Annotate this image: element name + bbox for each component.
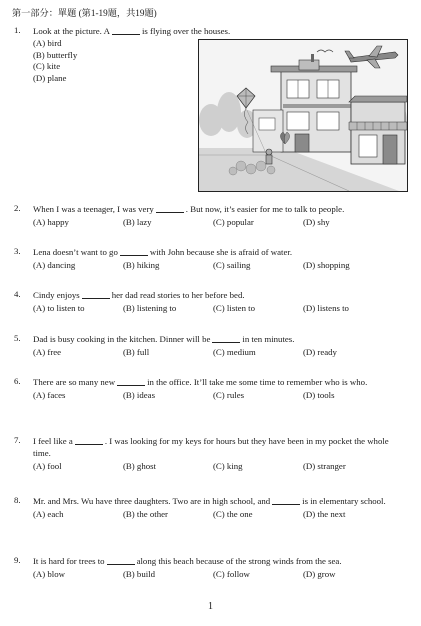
question-number: 7. bbox=[14, 435, 21, 445]
question-stem: Dad is busy cooking in the kitchen. Dinner will be in ten minutes. bbox=[33, 334, 295, 344]
option-b[interactable]: (B) ghost bbox=[123, 460, 156, 471]
option-b[interactable]: (B) listening to bbox=[123, 302, 177, 313]
page-number: 1 bbox=[208, 601, 213, 612]
option-d[interactable]: (D) shy bbox=[303, 216, 330, 227]
question-number: 5. bbox=[14, 333, 21, 343]
option-c[interactable]: (C) king bbox=[213, 460, 243, 471]
question-stem: It is hard for trees to along this beach because of the strong winds from the sea. bbox=[33, 556, 342, 566]
option-c[interactable]: (C) kite bbox=[33, 61, 61, 72]
answer-blank bbox=[212, 333, 240, 343]
answer-options bbox=[33, 303, 405, 315]
option-d[interactable]: (D) listens to bbox=[303, 302, 349, 313]
question-illustration bbox=[198, 39, 408, 192]
answer-options bbox=[33, 390, 405, 402]
section-header: 第一部分：單題 (第1-19題，共19題) bbox=[12, 8, 157, 18]
option-b[interactable]: (B) the other bbox=[123, 508, 168, 519]
question-number: 1. bbox=[14, 25, 21, 35]
answer-options bbox=[33, 260, 405, 272]
option-a[interactable]: (A) blow bbox=[33, 568, 66, 579]
option-c[interactable]: (C) medium bbox=[213, 346, 256, 357]
option-d[interactable]: (D) grow bbox=[303, 568, 336, 579]
question-stem: Mr. and Mrs. Wu have three daughters. Two are in high school, and is in elementary school. bbox=[33, 496, 386, 506]
option-c[interactable]: (C) the one bbox=[213, 508, 253, 519]
question-number: 4. bbox=[14, 289, 21, 299]
option-a[interactable]: (A) happy bbox=[33, 216, 69, 227]
question-stem: When I was a teenager, I was very . But now, it’s easier for me to talk to people. bbox=[33, 204, 345, 214]
option-a[interactable]: (A) to listen to bbox=[33, 302, 85, 313]
option-c[interactable]: (C) sailing bbox=[213, 259, 251, 270]
answer-blank bbox=[82, 289, 110, 299]
option-d[interactable]: (D) shopping bbox=[303, 259, 350, 270]
option-a[interactable]: (A) each bbox=[33, 508, 64, 519]
answer-options bbox=[33, 569, 405, 581]
answer-blank bbox=[112, 25, 140, 35]
answer-options bbox=[33, 217, 405, 229]
option-d[interactable]: (D) ready bbox=[303, 346, 337, 357]
option-a[interactable]: (A) free bbox=[33, 346, 62, 357]
question-number: 6. bbox=[14, 376, 21, 386]
houses-kite-plane-illustration bbox=[199, 40, 407, 191]
option-a[interactable]: (A) bird bbox=[33, 37, 62, 48]
option-d[interactable]: (D) the next bbox=[303, 508, 346, 519]
question-number: 2. bbox=[14, 203, 21, 213]
option-b[interactable]: (B) butterfly bbox=[33, 49, 78, 60]
question-stem: There are so many new in the office. It’ll take me some time to remember who is who. bbox=[33, 377, 368, 387]
option-c[interactable]: (C) follow bbox=[213, 568, 250, 579]
option-c[interactable]: (C) rules bbox=[213, 389, 245, 400]
child-figure bbox=[266, 149, 272, 164]
option-a[interactable]: (A) faces bbox=[33, 389, 66, 400]
option-c[interactable]: (C) popular bbox=[213, 216, 254, 227]
option-a[interactable]: (A) dancing bbox=[33, 259, 76, 270]
question-number: 9. bbox=[14, 555, 21, 565]
question-number: 3. bbox=[14, 246, 21, 256]
option-d[interactable]: (D) plane bbox=[33, 73, 67, 84]
option-b[interactable]: (B) ideas bbox=[123, 389, 156, 400]
answer-options bbox=[33, 461, 405, 473]
answer-blank bbox=[272, 495, 300, 505]
option-d[interactable]: (D) stranger bbox=[303, 460, 346, 471]
option-d[interactable]: (D) tools bbox=[303, 389, 335, 400]
answer-options bbox=[33, 347, 405, 359]
answer-blank bbox=[107, 555, 135, 565]
question-number: 8. bbox=[14, 495, 21, 505]
answer-blank bbox=[120, 246, 148, 256]
answer-options bbox=[33, 38, 213, 85]
answer-blank bbox=[117, 376, 145, 386]
option-b[interactable]: (B) build bbox=[123, 568, 156, 579]
answer-blank bbox=[75, 435, 103, 445]
option-c[interactable]: (C) listen to bbox=[213, 302, 256, 313]
question-stem: I feel like a . I was looking for my keys for hours but they have been in my pocket the whole time. bbox=[33, 436, 389, 458]
question-stem: Lena doesn’t want to go with John because she is afraid of water. bbox=[33, 247, 293, 257]
answer-options bbox=[33, 509, 405, 521]
option-a[interactable]: (A) fool bbox=[33, 460, 62, 471]
option-b[interactable]: (B) lazy bbox=[123, 216, 152, 227]
answer-blank bbox=[156, 203, 184, 213]
question-stem: Look at the picture. A is flying over the houses. bbox=[33, 26, 231, 36]
option-b[interactable]: (B) full bbox=[123, 346, 150, 357]
option-b[interactable]: (B) hiking bbox=[123, 259, 160, 270]
question-stem: Cindy enjoys her dad read stories to her before bed. bbox=[33, 290, 245, 300]
